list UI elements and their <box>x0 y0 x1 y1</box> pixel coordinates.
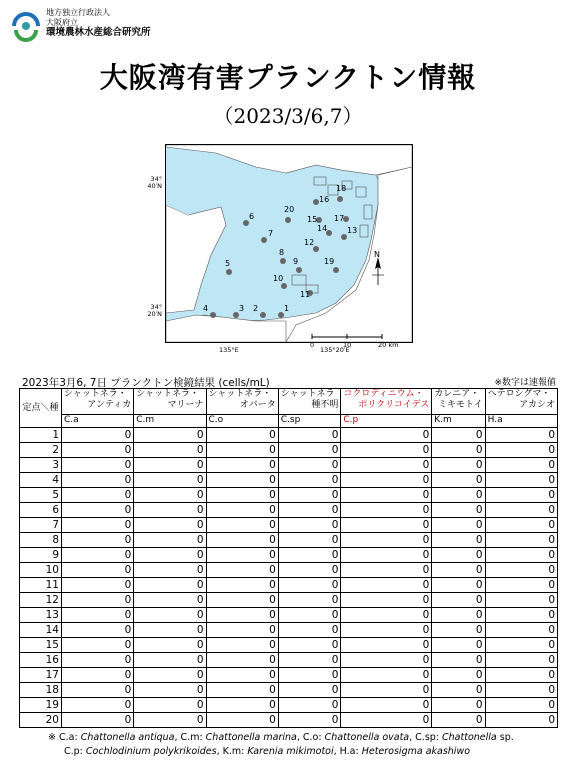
value-cell: 0 <box>278 623 341 638</box>
value-cell: 0 <box>485 533 557 548</box>
species-name-line2: アンティカ <box>87 400 132 410</box>
species-name-line1: ヘテロシグマ・ <box>487 389 551 399</box>
station-label-12: 12 <box>304 238 315 247</box>
station-point-2 <box>260 312 266 318</box>
value-cell: 0 <box>278 488 341 503</box>
table-row <box>20 563 558 578</box>
scale-label-0: 0 <box>310 341 315 349</box>
value-cell: 0 <box>278 443 341 458</box>
plankton-results-table <box>19 388 558 728</box>
species-name-line2: アカシオ <box>519 400 555 410</box>
value-cell: 0 <box>62 518 134 533</box>
value-cell: 0 <box>485 488 557 503</box>
station-label-10: 10 <box>273 274 284 283</box>
org-logo-icon <box>10 10 42 42</box>
station-label-19: 19 <box>324 257 335 266</box>
value-cell: 0 <box>341 653 432 668</box>
station-point-10 <box>281 283 287 289</box>
value-cell: 0 <box>206 443 278 458</box>
station-cell: 5 <box>20 488 62 503</box>
value-cell: 0 <box>432 428 485 443</box>
value-cell: 0 <box>278 518 341 533</box>
value-cell: 0 <box>341 443 432 458</box>
footnote-line2: C.p: Cochlodinium polykrikoides, K.m: Karenia mikimotoi, H.a: Heterosigma akashiwo <box>64 746 471 757</box>
station-label-13: 13 <box>347 226 358 235</box>
value-cell: 0 <box>485 578 557 593</box>
table-row <box>20 668 558 683</box>
value-cell: 0 <box>134 548 206 563</box>
value-cell: 0 <box>206 653 278 668</box>
station-cell: 19 <box>20 698 62 713</box>
value-cell: 0 <box>341 533 432 548</box>
value-cell: 0 <box>134 653 206 668</box>
value-cell: 0 <box>206 698 278 713</box>
station-cell: 1 <box>20 428 62 443</box>
value-cell: 0 <box>62 683 134 698</box>
table-body <box>20 428 558 728</box>
value-cell: 0 <box>432 443 485 458</box>
value-cell: 0 <box>485 713 557 728</box>
org-name <box>46 8 151 38</box>
value-cell: 0 <box>432 713 485 728</box>
station-cell: 14 <box>20 623 62 638</box>
table-row <box>20 713 558 728</box>
lat-label-top: 34° 40′N <box>147 175 162 190</box>
value-cell: 0 <box>485 608 557 623</box>
value-cell: 0 <box>432 458 485 473</box>
table-row <box>20 473 558 488</box>
station-label-3: 3 <box>239 304 245 313</box>
value-cell: 0 <box>341 683 432 698</box>
value-cell: 0 <box>134 683 206 698</box>
value-cell: 0 <box>206 638 278 653</box>
value-cell: 0 <box>206 533 278 548</box>
station-cell: 17 <box>20 668 62 683</box>
species-header-1 <box>134 389 206 415</box>
scale-bar-svg <box>310 334 420 354</box>
value-cell: 0 <box>485 638 557 653</box>
table-row <box>20 698 558 713</box>
osaka-bay-map <box>140 140 430 355</box>
value-cell: 0 <box>206 563 278 578</box>
value-cell: 0 <box>341 488 432 503</box>
station-cell: 7 <box>20 518 62 533</box>
value-cell: 0 <box>206 428 278 443</box>
station-label-4: 4 <box>203 304 209 313</box>
value-cell: 0 <box>485 518 557 533</box>
lon-label-left: 135°E <box>219 346 239 354</box>
value-cell: 0 <box>206 713 278 728</box>
value-cell: 0 <box>278 653 341 668</box>
value-cell: 0 <box>206 593 278 608</box>
value-cell: 0 <box>62 698 134 713</box>
value-cell: 0 <box>341 563 432 578</box>
header-row-abbr <box>20 415 558 428</box>
value-cell: 0 <box>134 443 206 458</box>
value-cell: 0 <box>432 533 485 548</box>
value-cell: 0 <box>278 578 341 593</box>
table-row <box>20 683 558 698</box>
station-label-6: 6 <box>249 212 255 221</box>
footnote-line1: ※ C.a: Chattonella antiqua, C.m: Chattonella marina, C.o: Chattonella ovata, C.sp: Chattonella sp. <box>48 732 514 743</box>
table-row <box>20 653 558 668</box>
value-cell: 0 <box>341 503 432 518</box>
station-label-2: 2 <box>253 304 259 313</box>
lon-label-right: 135°20′E <box>320 346 350 354</box>
value-cell: 0 <box>278 608 341 623</box>
value-cell: 0 <box>432 563 485 578</box>
species-header-5 <box>432 389 485 415</box>
page-title: 大阪湾有害プランクトン情報 <box>99 61 477 94</box>
station-cell: 2 <box>20 443 62 458</box>
value-cell: 0 <box>278 563 341 578</box>
station-point-5 <box>226 269 232 275</box>
table-title: 2023年3月6, 7日 プランクトン検鏡結果 (cells/mL) <box>22 377 270 389</box>
value-cell: 0 <box>206 458 278 473</box>
value-cell: 0 <box>485 458 557 473</box>
page-subtitle-date: （2023/3/6,7） <box>213 104 363 128</box>
org-line3: 環境農林水産総合研究所 <box>46 27 151 38</box>
value-cell: 0 <box>206 518 278 533</box>
table-row <box>20 443 558 458</box>
value-cell: 0 <box>206 488 278 503</box>
value-cell: 0 <box>278 593 341 608</box>
station-cell: 3 <box>20 458 62 473</box>
species-name-line2: ポリクリコイデス <box>358 400 430 410</box>
value-cell: 0 <box>134 578 206 593</box>
value-cell: 0 <box>485 668 557 683</box>
station-cell: 10 <box>20 563 62 578</box>
value-cell: 0 <box>485 593 557 608</box>
value-cell: 0 <box>134 473 206 488</box>
species-abbr: C.a <box>62 415 134 428</box>
value-cell: 0 <box>432 653 485 668</box>
value-cell: 0 <box>432 668 485 683</box>
value-cell: 0 <box>432 578 485 593</box>
north-label: N <box>374 250 380 259</box>
species-name-line1: コクロディニウム・ <box>343 389 424 399</box>
species-header-2 <box>206 389 278 415</box>
value-cell: 0 <box>62 638 134 653</box>
species-name-line2: ミキモトイ <box>438 400 483 410</box>
species-name-line1: シャットネラ・ <box>136 389 199 399</box>
station-label-18: 18 <box>336 184 347 193</box>
station-point-20 <box>285 217 291 223</box>
value-cell: 0 <box>62 668 134 683</box>
value-cell: 0 <box>278 638 341 653</box>
value-cell: 0 <box>341 518 432 533</box>
value-cell: 0 <box>134 533 206 548</box>
value-cell: 0 <box>134 698 206 713</box>
value-cell: 0 <box>134 593 206 608</box>
station-label-14: 14 <box>317 224 328 233</box>
value-cell: 0 <box>134 503 206 518</box>
species-name-line1: シャットネラ <box>280 389 335 399</box>
value-cell: 0 <box>62 428 134 443</box>
value-cell: 0 <box>134 713 206 728</box>
value-cell: 0 <box>432 638 485 653</box>
value-cell: 0 <box>278 698 341 713</box>
species-header-0 <box>62 389 134 415</box>
station-label-20: 20 <box>284 205 295 214</box>
species-abbr: C.sp <box>278 415 341 428</box>
value-cell: 0 <box>206 683 278 698</box>
value-cell: 0 <box>278 428 341 443</box>
value-cell: 0 <box>62 473 134 488</box>
table-row <box>20 623 558 638</box>
station-point-8 <box>280 258 286 264</box>
value-cell: 0 <box>206 668 278 683</box>
species-name-line2: マリーナ <box>167 400 204 410</box>
map-frame <box>165 144 413 343</box>
station-cell: 18 <box>20 683 62 698</box>
table-row <box>20 548 558 563</box>
value-cell: 0 <box>206 473 278 488</box>
organization-header <box>10 8 210 48</box>
table-row <box>20 518 558 533</box>
value-cell: 0 <box>206 623 278 638</box>
value-cell: 0 <box>278 668 341 683</box>
org-line2: 大阪府立 <box>46 18 78 27</box>
species-abbr: H.a <box>485 415 557 428</box>
value-cell: 0 <box>206 608 278 623</box>
value-cell: 0 <box>341 608 432 623</box>
station-label-1: 1 <box>284 304 290 313</box>
species-header-4 <box>341 389 432 415</box>
value-cell: 0 <box>341 638 432 653</box>
value-cell: 0 <box>432 488 485 503</box>
station-point-19 <box>333 267 339 273</box>
value-cell: 0 <box>278 533 341 548</box>
station-cell: 11 <box>20 578 62 593</box>
station-label-11: 11 <box>300 290 311 299</box>
value-cell: 0 <box>278 473 341 488</box>
station-point-4 <box>210 312 216 318</box>
value-cell: 0 <box>432 503 485 518</box>
value-cell: 0 <box>62 578 134 593</box>
species-abbr: C.m <box>134 415 206 428</box>
value-cell: 0 <box>485 443 557 458</box>
corner-header: 定点＼種 <box>20 389 62 428</box>
lat-label-bottom: 34° 20′N <box>147 303 162 318</box>
org-line1: 地方独立行政法人 <box>46 8 110 17</box>
species-name-line1: カレニア・ <box>434 389 480 399</box>
species-name-line2: 種不明 <box>311 400 339 410</box>
value-cell: 0 <box>278 683 341 698</box>
header-row-names <box>20 389 558 415</box>
table-row <box>20 638 558 653</box>
station-cell: 13 <box>20 608 62 623</box>
station-label-16: 16 <box>319 195 330 204</box>
value-cell: 0 <box>432 683 485 698</box>
value-cell: 0 <box>278 458 341 473</box>
value-cell: 0 <box>134 623 206 638</box>
value-cell: 0 <box>341 623 432 638</box>
species-abbr: K.m <box>432 415 485 428</box>
station-label-8: 8 <box>279 248 285 257</box>
value-cell: 0 <box>62 488 134 503</box>
table-row <box>20 503 558 518</box>
value-cell: 0 <box>341 593 432 608</box>
scale-label-10: 10 <box>343 341 352 349</box>
station-label-7: 7 <box>268 229 274 238</box>
value-cell: 0 <box>432 473 485 488</box>
value-cell: 0 <box>432 608 485 623</box>
value-cell: 0 <box>485 698 557 713</box>
value-cell: 0 <box>432 623 485 638</box>
station-cell: 8 <box>20 533 62 548</box>
value-cell: 0 <box>206 548 278 563</box>
value-cell: 0 <box>485 653 557 668</box>
scale-label-20: 20 km <box>378 341 399 349</box>
station-cell: 9 <box>20 548 62 563</box>
value-cell: 0 <box>62 713 134 728</box>
value-cell: 0 <box>62 548 134 563</box>
value-cell: 0 <box>432 698 485 713</box>
value-cell: 0 <box>134 518 206 533</box>
value-cell: 0 <box>62 458 134 473</box>
value-cell: 0 <box>206 578 278 593</box>
species-abbr: C.o <box>206 415 278 428</box>
value-cell: 0 <box>206 503 278 518</box>
value-cell: 0 <box>62 563 134 578</box>
value-cell: 0 <box>432 593 485 608</box>
value-cell: 0 <box>485 548 557 563</box>
bay-svg <box>166 145 412 342</box>
value-cell: 0 <box>485 473 557 488</box>
station-point-18 <box>337 196 343 202</box>
station-cell: 20 <box>20 713 62 728</box>
table-row <box>20 578 558 593</box>
preliminary-note: ※数字は速報値 <box>494 378 556 388</box>
table-row <box>20 488 558 503</box>
station-point-9 <box>296 267 302 273</box>
value-cell: 0 <box>432 548 485 563</box>
value-cell: 0 <box>62 593 134 608</box>
value-cell: 0 <box>278 713 341 728</box>
value-cell: 0 <box>134 668 206 683</box>
table-row <box>20 458 558 473</box>
value-cell: 0 <box>341 713 432 728</box>
station-cell: 15 <box>20 638 62 653</box>
station-point-7 <box>261 237 267 243</box>
station-label-5: 5 <box>225 259 231 268</box>
value-cell: 0 <box>134 488 206 503</box>
species-abbr: C.p <box>341 415 432 428</box>
value-cell: 0 <box>341 548 432 563</box>
value-cell: 0 <box>341 458 432 473</box>
value-cell: 0 <box>134 608 206 623</box>
species-header-3 <box>278 389 341 415</box>
value-cell: 0 <box>341 668 432 683</box>
station-label-17: 17 <box>334 214 345 223</box>
station-label-15: 15 <box>307 215 318 224</box>
value-cell: 0 <box>341 578 432 593</box>
value-cell: 0 <box>278 548 341 563</box>
value-cell: 0 <box>485 428 557 443</box>
table-row <box>20 428 558 443</box>
value-cell: 0 <box>432 518 485 533</box>
species-name-line1: シャットネラ・ <box>208 389 272 399</box>
table-row <box>20 533 558 548</box>
value-cell: 0 <box>341 698 432 713</box>
value-cell: 0 <box>134 563 206 578</box>
station-cell: 4 <box>20 473 62 488</box>
table-row <box>20 608 558 623</box>
station-cell: 16 <box>20 653 62 668</box>
value-cell: 0 <box>134 428 206 443</box>
station-cell: 12 <box>20 593 62 608</box>
value-cell: 0 <box>485 623 557 638</box>
species-name-line1: シャットネラ・ <box>64 389 127 399</box>
footnote <box>48 731 514 759</box>
value-cell: 0 <box>62 623 134 638</box>
station-label-9: 9 <box>293 257 299 266</box>
value-cell: 0 <box>62 653 134 668</box>
value-cell: 0 <box>341 428 432 443</box>
value-cell: 0 <box>62 533 134 548</box>
station-cell: 6 <box>20 503 62 518</box>
value-cell: 0 <box>62 608 134 623</box>
value-cell: 0 <box>134 458 206 473</box>
value-cell: 0 <box>485 503 557 518</box>
value-cell: 0 <box>62 443 134 458</box>
table-row <box>20 593 558 608</box>
value-cell: 0 <box>485 563 557 578</box>
value-cell: 0 <box>485 683 557 698</box>
species-header-6 <box>485 389 557 415</box>
species-name-line2: オバータ <box>239 400 276 410</box>
value-cell: 0 <box>341 473 432 488</box>
value-cell: 0 <box>134 638 206 653</box>
value-cell: 0 <box>62 503 134 518</box>
value-cell: 0 <box>278 503 341 518</box>
